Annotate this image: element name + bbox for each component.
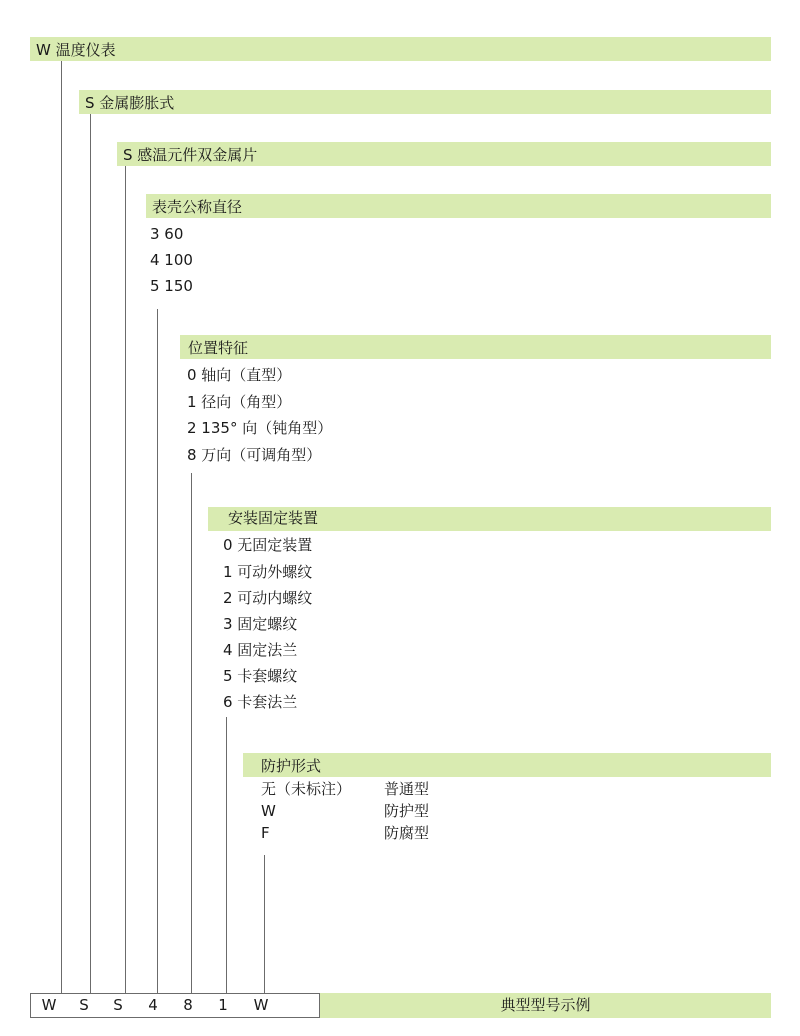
position-option: 8 万向（可调角型） [187, 446, 322, 464]
protection-code: F [261, 824, 270, 842]
example-code-char: 1 [218, 996, 228, 1014]
level-0-title: W 温度仪表 [36, 41, 116, 59]
level-0-header [30, 37, 771, 61]
mounting-option: 3 固定螺纹 [223, 615, 298, 633]
connector-line-position [191, 473, 192, 993]
level-3-header [146, 194, 771, 218]
protection-code: 无（未标注） [261, 780, 352, 798]
connector-line-mounting [226, 717, 227, 993]
diameter-option: 3 60 [150, 225, 184, 243]
mounting-option: 4 固定法兰 [223, 641, 298, 659]
mounting-option: 6 卡套法兰 [223, 693, 298, 711]
mounting-option: 5 卡套螺纹 [223, 667, 298, 685]
connector-line-s1 [90, 114, 91, 993]
example-code-char: 4 [148, 996, 158, 1014]
position-option: 0 轴向（直型） [187, 366, 292, 384]
protection-name: 防护型 [384, 802, 430, 820]
connector-line-protection [264, 855, 265, 993]
mounting-option: 0 无固定装置 [223, 536, 313, 554]
example-code-char: S [79, 996, 89, 1014]
level-2-header [117, 142, 771, 166]
position-option: 1 径向（角型） [187, 393, 292, 411]
connector-line-w [61, 61, 62, 993]
diameter-option: 4 100 [150, 251, 193, 269]
level-6-header [243, 753, 771, 777]
level-6-title: 防护形式 [261, 757, 322, 775]
mounting-option: 1 可动外螺纹 [223, 563, 313, 581]
connector-line-s2 [125, 166, 126, 993]
protection-name: 普通型 [384, 780, 430, 798]
protection-code: W [261, 802, 276, 820]
level-2-title: S 感温元件双金属片 [123, 146, 258, 164]
example-code-char: W [41, 996, 57, 1014]
position-option: 2 135° 向（钝角型） [187, 419, 333, 437]
example-code-char: 8 [183, 996, 193, 1014]
diameter-option: 5 150 [150, 277, 193, 295]
example-code-char: S [113, 996, 123, 1014]
level-1-header [79, 90, 771, 114]
level-5-title: 安装固定装置 [228, 509, 319, 527]
level-3-title: 表壳公称直径 [152, 198, 243, 216]
example-label: 典型型号示例 [500, 996, 591, 1014]
level-4-title: 位置特征 [188, 339, 249, 357]
level-5-header [208, 507, 771, 531]
level-1-title: S 金属膨胀式 [85, 94, 175, 112]
example-label-bar [320, 993, 771, 1018]
connector-line-diameter [157, 309, 158, 993]
level-4-header [180, 335, 771, 359]
protection-name: 防腐型 [384, 824, 430, 842]
mounting-option: 2 可动内螺纹 [223, 589, 313, 607]
example-code-char: W [253, 996, 269, 1014]
